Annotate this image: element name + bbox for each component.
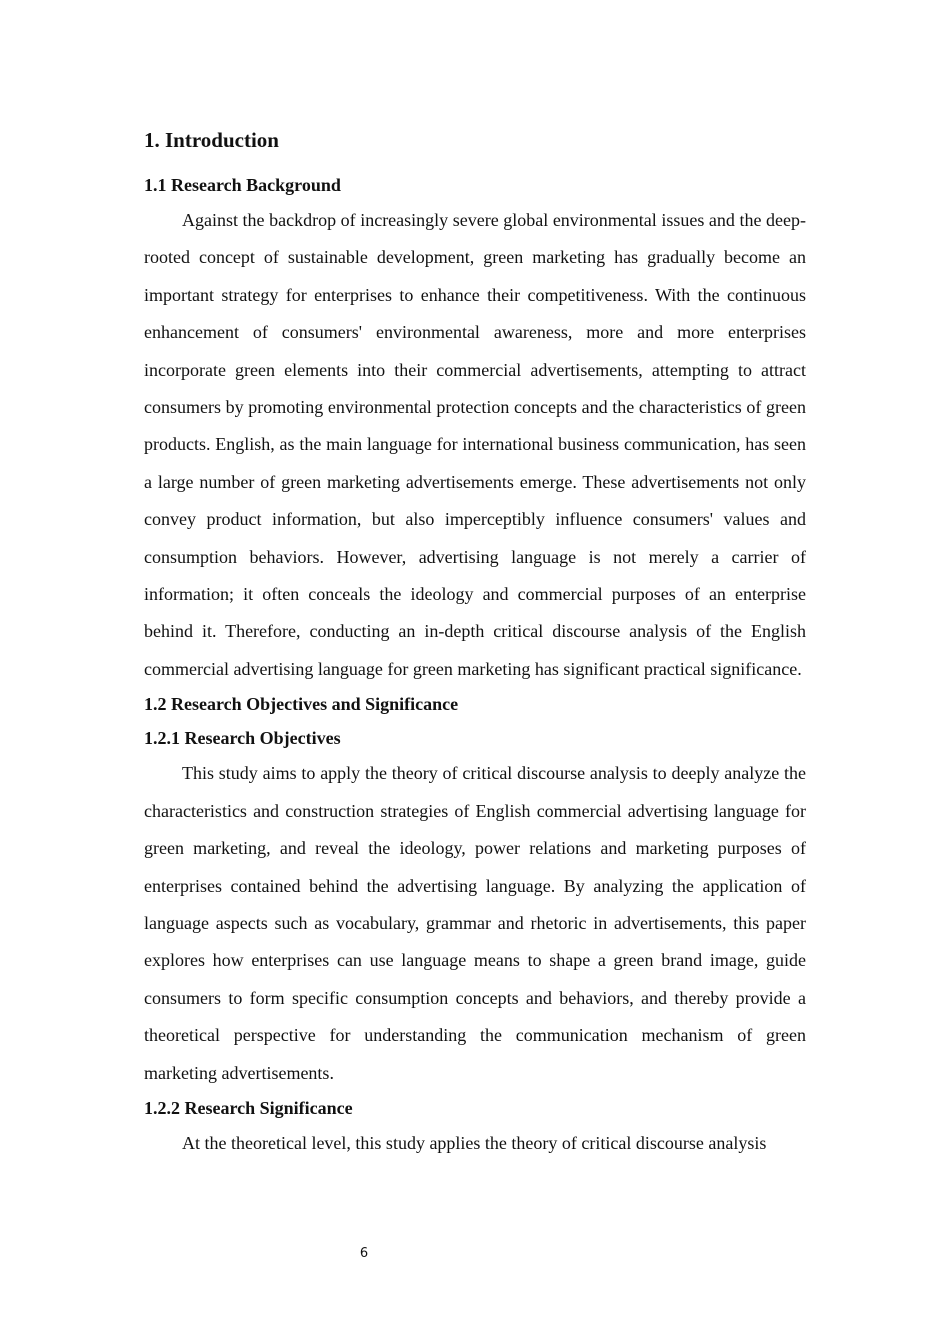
- page-number: 6: [359, 1246, 369, 1261]
- paragraph-research-background: Against the backdrop of increasingly severe global environmental issues and the deep-rooted concept of sustainable development, green marketing has gradually become an important strategy for enterprises to enhance their competitiveness. With the continuous enhancement of consumers' environmental awareness, more and more enterprises incorporate green elements into their commercial advertisements, attempting to attract consumers by promoting environmental protection concepts and the characteristics of green products. English, as the main language for international business communication, has seen a large number of green marketing advertisements emerge. These advertisements not only convey product information, but also imperceptibly influence consumers' values and consumption behaviors. However, advertising language is not merely a carrier of information; it often conceals the ideology and commercial purposes of an enterprise behind it. Therefore, conducting an in-depth critical discourse analysis of the English commercial advertising language for green marketing has significant practical significance.: [144, 210, 806, 679]
- paragraph-research-significance: At the theoretical level, this study applies the theory of critical discourse analysis: [182, 1132, 767, 1153]
- section-heading-objectives-significance: 1.2 Research Objectives and Significance: [144, 694, 459, 715]
- subsection-heading-research-significance: 1.2.2 Research Significance: [144, 1097, 353, 1118]
- paragraph-research-objectives: This study aims to apply the theory of critical discourse analysis to deeply analyze the characteristics and construction strategies of English commercial advertising language for green marketing, and reveal the ideology, power relations and marketing purposes of enterprises contained behind the advertising language. By analyzing the application of language aspects such as vocabulary, grammar and rhetoric in advertisements, this paper explores how enterprises can use language means to shape a green brand image, guide consumers to form specific consumption concepts and behaviors, and thereby provide a theoretical perspective for understanding the communication mechanism of green marketing advertisements.: [144, 763, 806, 1083]
- document-page: [144, 124, 806, 1162]
- subsection-heading-research-objectives: 1.2.1 Research Objectives: [144, 728, 341, 749]
- section-heading-research-background: 1.1 Research Background: [144, 175, 341, 195]
- chapter-title: 1. Introduction: [144, 128, 279, 152]
